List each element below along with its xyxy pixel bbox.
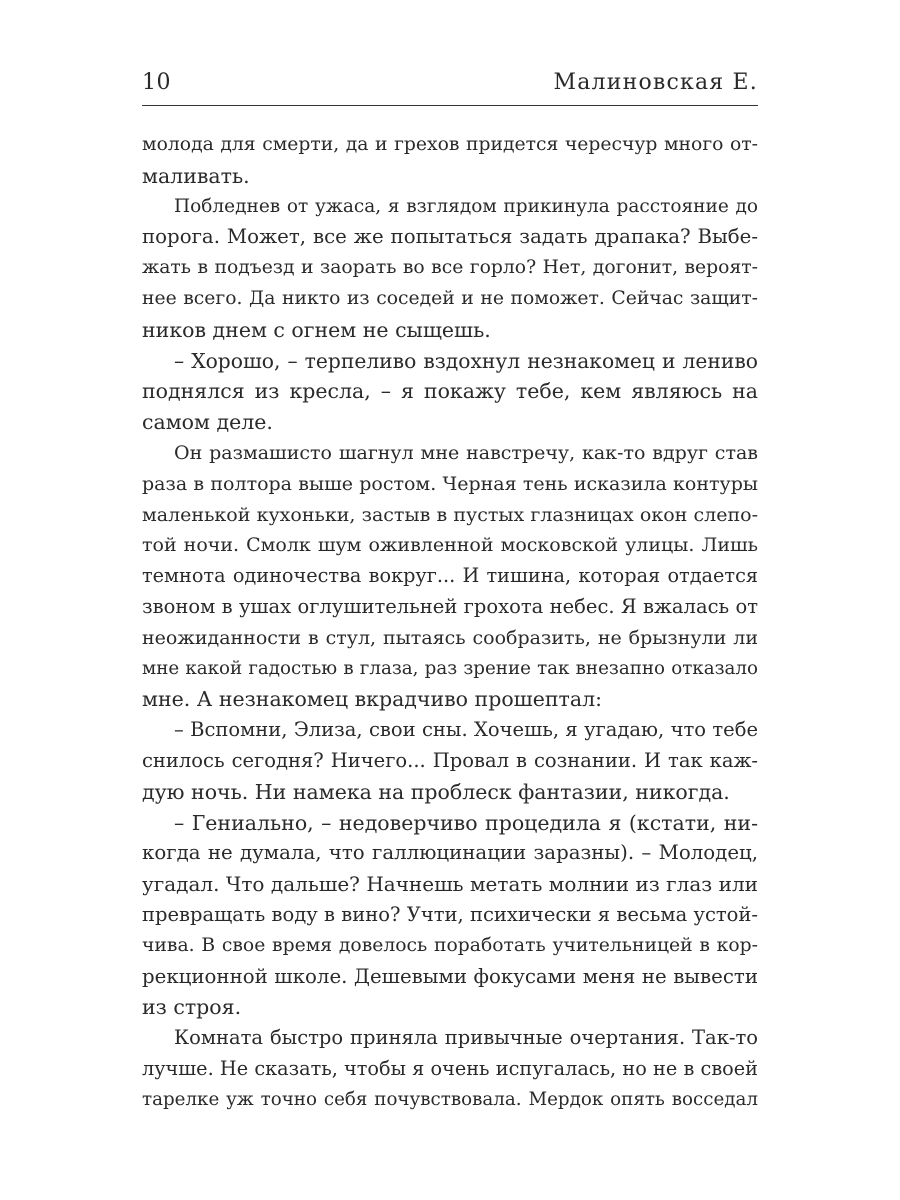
text-line: – Хорошо, – терпеливо вздохнул незнакомец и лениво <box>174 348 758 373</box>
text-line: мне какой гадостью в глаза, раз зрение так внезапно отказало <box>142 657 758 679</box>
text-line: тарелке уж точно себя почувствовала. Мердок опять восседал <box>142 1088 758 1110</box>
text-line: из строя. <box>142 995 242 1020</box>
running-head <box>142 68 758 104</box>
text-line: Побледнев от ужаса, я взглядом прикинула расстояние до <box>174 195 758 217</box>
text-line: маленькой кухоньки, застыв в пустых глазницах окон слепо- <box>142 503 758 526</box>
text-line: – Гениально, – недоверчиво процедила я (кстати, ни- <box>174 810 758 835</box>
text-line: звоном в ушах оглушительней грохота небес. Я вжалась от <box>142 594 758 618</box>
text-line: ников днем с огнем не сыщешь. <box>142 317 491 342</box>
text-line: рекционной школе. Дешевыми фокусами меня не вывести <box>142 964 758 988</box>
text-line: снилось сегодня? Ничего... Провал в сознании. И так каж- <box>142 748 758 772</box>
text-line: мне. А незнакомец вкрадчиво прошептал: <box>142 687 603 712</box>
text-line: Комната быстро приняла привычные очертания. Так-то <box>174 1026 758 1050</box>
text-line: маливать. <box>142 163 250 188</box>
text-line: молода для смерти, да и грехов придется чересчур много от- <box>142 134 758 155</box>
text-line: дую ночь. Ни намека на проблеск фантазии, никогда. <box>142 779 730 804</box>
text-line: неожиданности в стул, пытаясь сообразить, не брызнули ли <box>142 626 758 649</box>
text-line: самом деле. <box>142 410 273 435</box>
text-line: поднялся из кресла, – я покажу тебе, кем являюсь на <box>142 379 758 404</box>
text-line: Он размашисто шагнул мне навстречу, как-то вдруг став <box>174 441 758 464</box>
body-text <box>142 130 758 1116</box>
text-line: раза в полтора выше ростом. Черная тень исказила контуры <box>142 472 758 495</box>
text-line: темнота одиночества вокруг... И тишина, которая отдается <box>142 564 758 588</box>
text-line: той ночи. Смолк шум оживленной московской улицы. Лишь <box>142 534 758 557</box>
text-line: нее всего. Да никто из соседей и не поможет. Сейчас защит- <box>142 287 758 309</box>
text-line: жать в подъезд и заорать во все горло? Нет, догонит, вероят- <box>142 257 758 279</box>
text-line: превращать воду в вино? Учти, психически я весьма устой- <box>142 902 758 926</box>
text-line: чива. В свое время довелось поработать учительницей в кор- <box>142 934 758 956</box>
text-line: порога. Может, все же попытаться задать драпака? Выбе- <box>142 225 758 249</box>
text-line: угадал. Что дальше? Начнешь метать молнии из глаз или <box>142 872 758 897</box>
page-number: 10 <box>142 70 171 95</box>
text-line: когда не думала, что галлюцинации заразны). – Молодец, <box>142 841 758 865</box>
text-line: лучше. Не сказать, чтобы я очень испугалась, но не в своей <box>142 1056 758 1080</box>
header-rule <box>142 105 758 106</box>
text-line: – Вспомни, Элиза, свои сны. Хочешь, я угадаю, что тебе <box>174 718 758 742</box>
running-head-author: Малиновская Е. <box>553 70 758 95</box>
